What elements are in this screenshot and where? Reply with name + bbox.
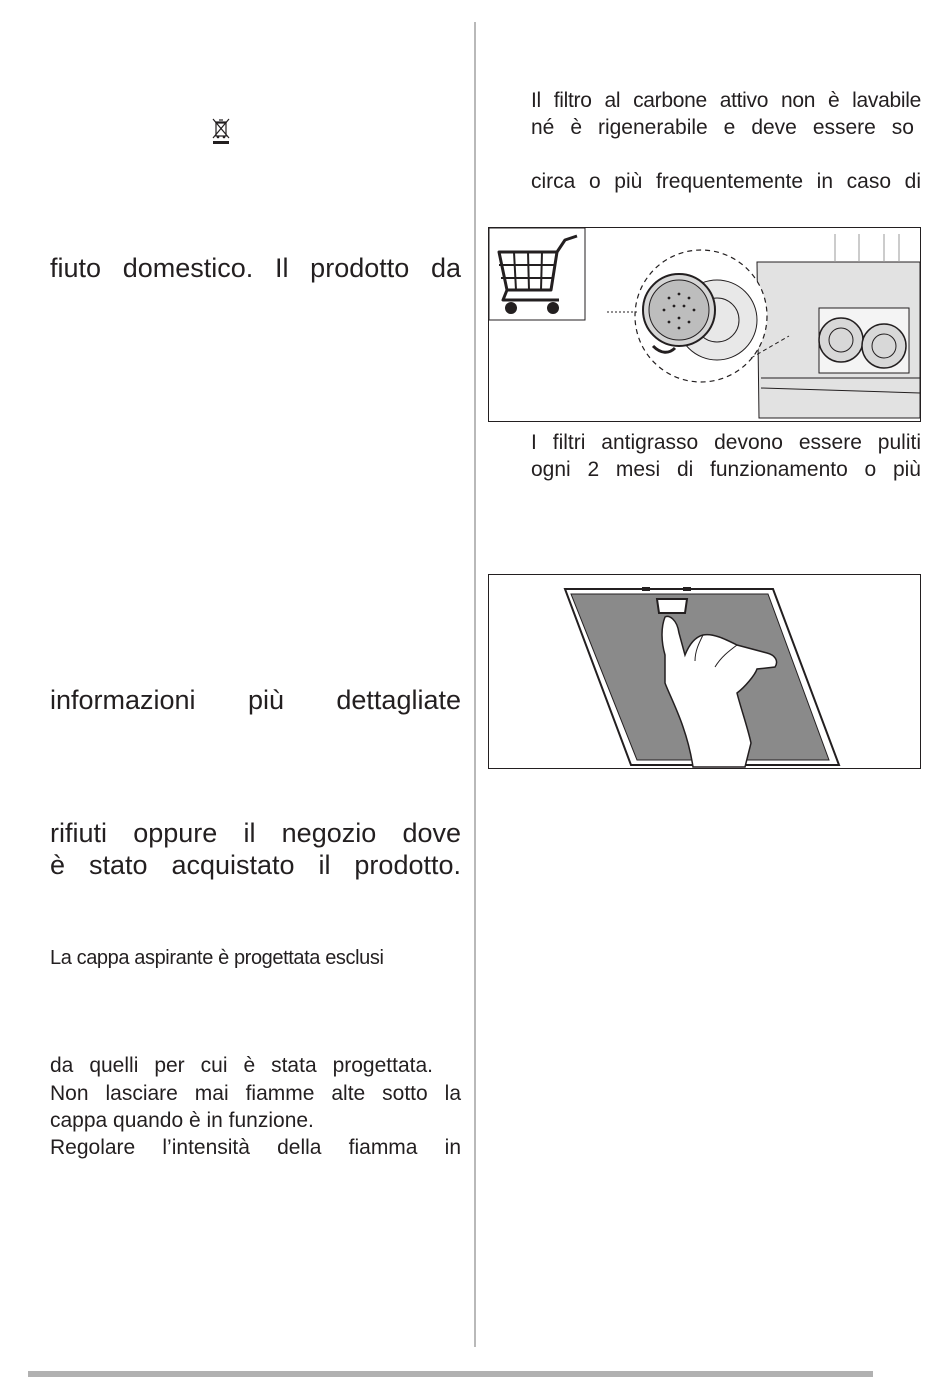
left-text-line-1: fiuto domestico. Il prodotto da	[50, 253, 461, 283]
weee-bin-icon	[212, 117, 230, 145]
carbon-filter-illustration	[489, 228, 920, 421]
column-divider	[474, 22, 476, 1347]
grease-filter-line-2: ogni 2 mesi di funzionamento o più	[531, 458, 921, 481]
grease-filter-figure	[488, 574, 921, 769]
carbon-filter-figure	[488, 227, 921, 422]
carbon-filter-line-3: circa o più frequentemente in caso di	[531, 170, 921, 193]
carbon-filter-line-1: Il filtro al carbone attivo non è lavabile	[531, 89, 921, 112]
grease-filter-illustration	[489, 575, 920, 768]
left-text-line-4: è stato acquistato il prodotto.	[50, 850, 461, 880]
footer-rule	[28, 1371, 873, 1377]
grease-filter-line-1: I filtri antigrasso devono essere puliti	[531, 431, 921, 454]
left-text-line-5: La cappa aspirante è progettata esclusi	[50, 947, 384, 969]
left-text-line-9: Regolare l’intensità della fiamma in	[50, 1136, 461, 1159]
left-text-line-6: da quelli per cui è stata progettata.	[50, 1054, 433, 1077]
carbon-filter-line-2: né è rigenerabile e deve essere so	[531, 116, 914, 139]
left-text-line-8: cappa quando è in funzione.	[50, 1109, 314, 1132]
left-text-line-2: informazioni più dettagliate	[50, 685, 461, 715]
left-text-line-7: Non lasciare mai fiamme alte sotto la	[50, 1082, 461, 1105]
left-text-line-3: rifiuti oppure il negozio dove	[50, 818, 461, 848]
